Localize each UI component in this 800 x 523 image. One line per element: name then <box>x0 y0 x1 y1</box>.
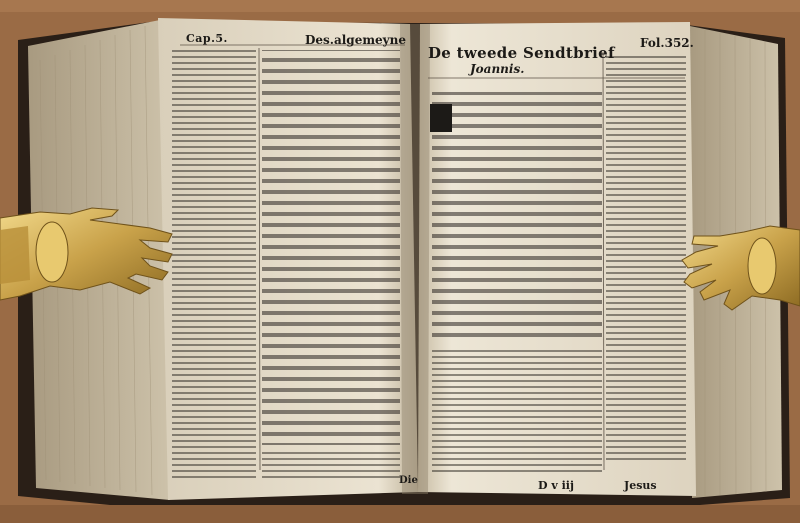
epistle-subtitle: Joannis. <box>470 62 525 76</box>
right-margin-notes <box>606 54 686 464</box>
signature-mark: D v iij <box>538 479 574 492</box>
gutter <box>400 24 430 494</box>
epistle-title: De tweede Sendtbrief <box>428 44 615 62</box>
right-main-text <box>432 92 602 344</box>
drop-cap <box>430 104 452 132</box>
left-main-text <box>262 50 400 445</box>
folio-number: Fol.352. <box>640 36 694 50</box>
left-catchword: Die <box>399 475 418 486</box>
left-footnotes <box>262 448 400 478</box>
right-footnotes <box>432 348 602 472</box>
running-head: Des.algemeyne <box>305 33 406 47</box>
right-catchword: Jesus <box>624 479 657 492</box>
left-margin-notes <box>172 50 256 482</box>
chapter-header: Cap.5. <box>186 32 228 45</box>
